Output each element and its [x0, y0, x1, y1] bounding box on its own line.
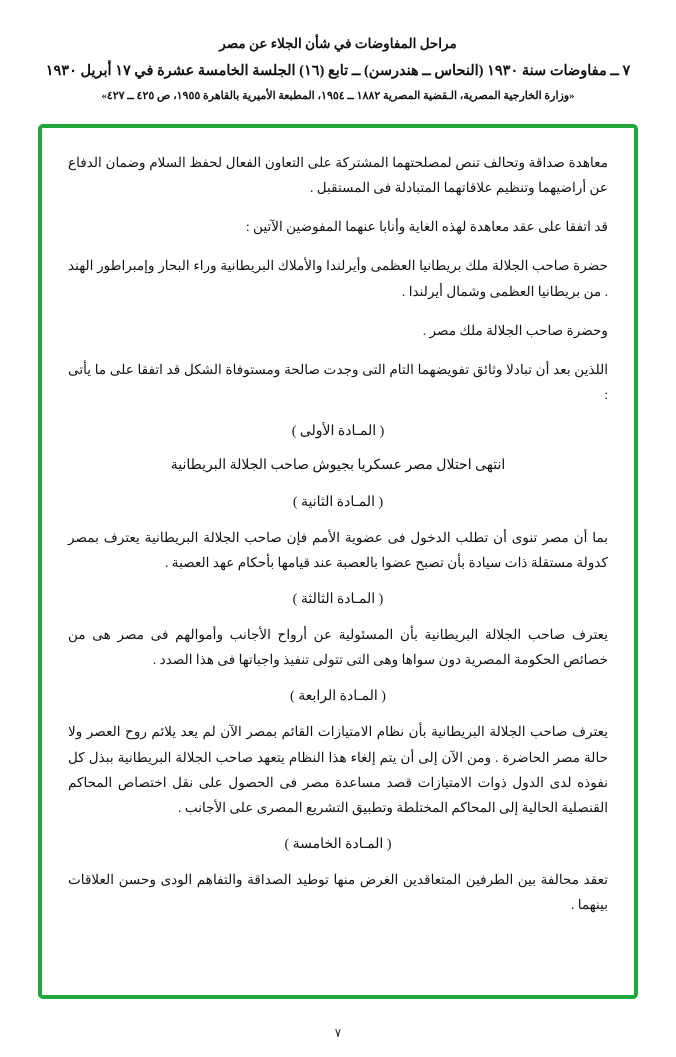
paragraph: قد اتفقا على عقد معاهدة لهذه الغاية وأنابا عنهما المفوضين الآتين :: [245, 219, 608, 235]
article-heading: ( المـادة الرابعة ): [290, 689, 386, 705]
paragraph: وحضرة صاحب الجلالة ملك مصر .: [422, 322, 608, 338]
header-subtitle-line: ٧ ــ مفاوضات سنة ١٩٣٠ (النحاس ــ هندرسن) ــ تابع (١٦) الجلسة الخامسة عشرة في ١٧ أبريل ١٩٣٠: [45, 63, 631, 79]
article-body: يعترف صاحب الجلالة البريطانية بأن نظام الامتيازات القائم بمصر الآن لم يعد يلائم روح العصر ولا حالة مصر الحاضرة . ومن الآن إلى أن يتم إلغاء هذا النظام يتعهد صاحب الجلالة البريطانية ببذل كل نفوذه لدى الدول ذوات الامتيازات قصد مساعدة مصر فى الحصول على نقل اختصاص المحاكم القنصلية الحالية إلى المحاكم المختلطة وتطبيق التشريع المصرى على الأجانب .: [68, 724, 608, 815]
article-body: انتهى احتلال مصر عسكريا بجيوش صاحب الجلالة البريطانية: [170, 458, 506, 474]
article-heading: ( المـادة الثالثة ): [292, 592, 384, 608]
paragraph: اللذين بعد أن تبادلا وثائق تفويضهما التام التى وجدت صالحة ومستوفاة الشكل قد اتفقا على ما يأتى :: [68, 361, 608, 402]
header-title-line: مراحل المفاوضات في شأن الجلاء عن مصر: [219, 36, 457, 51]
page-number: ٧: [334, 1026, 342, 1040]
header-source-line: «وزارة الخارجية المصرية، الـقضية المصرية ١٨٨٢ ــ ١٩٥٤، المطبعة الأميرية بالقاهرة ١٩٥٥، ص ٤٢٥ ــ ٤٢٧»: [101, 90, 575, 102]
article-body: يعترف صاحب الجلالة البريطانية بأن المسئولية عن أرواح الأجانب وأموالهم فى مصر هى من خصائص الحكومة المصرية دون سواها وهى التى تتولى تنفيذ واجباتها فى هذا الصدد .: [68, 627, 608, 668]
article-heading: ( المـادة الثانية ): [292, 494, 384, 510]
bordered-text-frame: [38, 124, 638, 999]
article-heading: ( المـادة الخامسة ): [284, 837, 392, 853]
paragraph: معاهدة صداقة وتحالف تنص لمصلحتهما المشتركة على التعاون الفعال لحفظ السلام وضمان الدفاع عن أراضيهما وتنظيم علاقاتهما المتبادلة فى المستقبل .: [68, 155, 608, 196]
document-body: [42, 128, 634, 995]
paragraph: حضرة صاحب الجلالة ملك بريطانيا العظمى وأيرلندا والأملاك البريطانية وراء البحار وإمبراطور الهند . من بريطانيا العظمى وشمال أيرلندا .: [68, 258, 608, 299]
document-header: [0, 0, 676, 102]
article-body: تعقد محالفة بين الطرفين المتعاقدين الغرض منها توطيد الصداقة والتفاهم الودى وحسن العلاقات بينهما .: [68, 872, 608, 913]
article-heading: ( المـادة الأولى ): [291, 424, 385, 440]
article-body: بما أن مصر تنوى أن تطلب الدخول فى عضوية الأمم فإن صاحب الجلالة البريطانية يعترف بمصر كدولة مستقلة ذات سيادة بأن تصبح عضوا بالعصبة عند قيامها بأحكام عهد العصبة .: [68, 529, 608, 571]
